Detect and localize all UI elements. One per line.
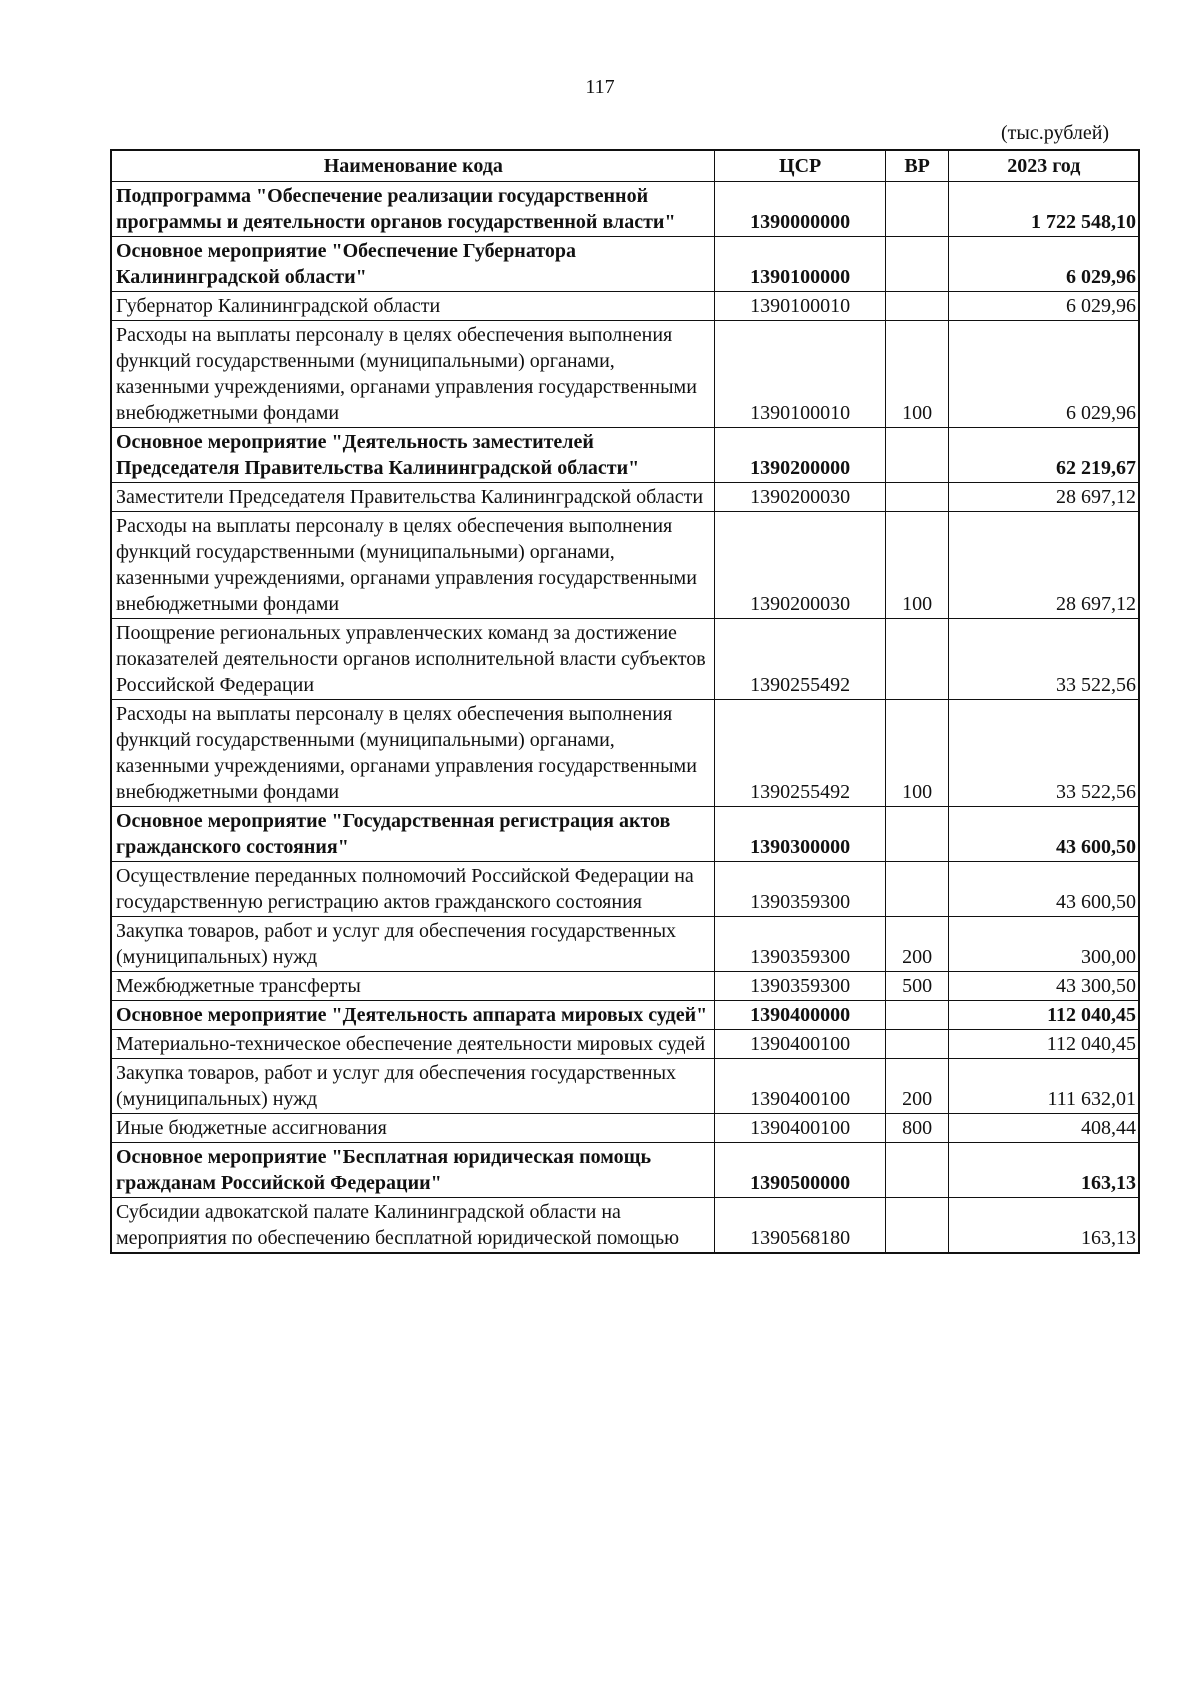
- row-csr-cell: 1390359300: [714, 862, 885, 917]
- page-number: 117: [585, 76, 615, 98]
- row-amount-cell: 163,13: [948, 1143, 1139, 1198]
- row-name-cell: Субсидии адвокатской палате Калининградской области на мероприятия по обеспечению бесплатной юридической помощью: [111, 1198, 714, 1254]
- table-row-section: [111, 1143, 1139, 1198]
- row-vr-cell: 200: [885, 1059, 948, 1114]
- row-name-cell: Расходы на выплаты персоналу в целях обеспечения выполнения функций государственными (муниципальными) органами, казенными учреждениями, органами управления государственными внебюджетными фондами: [111, 700, 714, 807]
- header-name: Наименование кода: [111, 150, 714, 182]
- row-vr-cell: [885, 1001, 948, 1030]
- table-row-section: [111, 182, 1139, 237]
- table-row: [111, 1198, 1139, 1254]
- row-amount-cell: 6 029,96: [948, 321, 1139, 428]
- row-csr-cell: 1390400000: [714, 1001, 885, 1030]
- table-row: [111, 862, 1139, 917]
- row-amount-cell: 6 029,96: [948, 292, 1139, 321]
- row-amount-cell: 28 697,12: [948, 483, 1139, 512]
- row-csr-cell: 1390300000: [714, 807, 885, 862]
- row-amount-cell: 163,13: [948, 1198, 1139, 1254]
- row-name-cell: Расходы на выплаты персоналу в целях обеспечения выполнения функций государственными (муниципальными) органами, казенными учреждениями, органами управления государственными внебюджетными фондами: [111, 512, 714, 619]
- row-amount-cell: 33 522,56: [948, 619, 1139, 700]
- row-vr-cell: 800: [885, 1114, 948, 1143]
- header-year: 2023 год: [948, 150, 1139, 182]
- budget-table: [110, 149, 1140, 1254]
- table-row: [111, 1030, 1139, 1059]
- row-name-cell: Закупка товаров, работ и услуг для обеспечения государственных (муниципальных) нужд: [111, 917, 714, 972]
- row-csr-cell: 1390200030: [714, 483, 885, 512]
- table-row-section: [111, 237, 1139, 292]
- table-row-section: [111, 1001, 1139, 1030]
- row-name-cell: Материально-техническое обеспечение деятельности мировых судей: [111, 1030, 714, 1059]
- row-name-cell: Губернатор Калининградской области: [111, 292, 714, 321]
- row-csr-cell: 1390100010: [714, 292, 885, 321]
- table-row: [111, 917, 1139, 972]
- row-vr-cell: [885, 862, 948, 917]
- row-name-cell: Основное мероприятие "Деятельность заместителей Председателя Правительства Калининградской области": [111, 428, 714, 483]
- row-csr-cell: 1390200000: [714, 428, 885, 483]
- row-vr-cell: [885, 237, 948, 292]
- row-vr-cell: 100: [885, 321, 948, 428]
- row-amount-cell: 43 600,50: [948, 807, 1139, 862]
- row-vr-cell: 100: [885, 512, 948, 619]
- row-vr-cell: [885, 619, 948, 700]
- table-row-section: [111, 428, 1139, 483]
- row-amount-cell: 28 697,12: [948, 512, 1139, 619]
- row-vr-cell: [885, 1198, 948, 1254]
- row-amount-cell: 112 040,45: [948, 1001, 1139, 1030]
- row-csr-cell: 1390255492: [714, 700, 885, 807]
- table-row-section: [111, 807, 1139, 862]
- table-body: [111, 182, 1139, 1254]
- row-vr-cell: [885, 483, 948, 512]
- row-csr-cell: 1390255492: [714, 619, 885, 700]
- row-vr-cell: [885, 428, 948, 483]
- table-row: [111, 1059, 1139, 1114]
- row-csr-cell: 1390100000: [714, 237, 885, 292]
- row-vr-cell: 200: [885, 917, 948, 972]
- row-csr-cell: 1390400100: [714, 1030, 885, 1059]
- row-name-cell: Иные бюджетные ассигнования: [111, 1114, 714, 1143]
- row-amount-cell: 112 040,45: [948, 1030, 1139, 1059]
- row-name-cell: Основное мероприятие "Обеспечение Губернатора Калининградской области": [111, 237, 714, 292]
- row-vr-cell: [885, 1143, 948, 1198]
- row-name-cell: Расходы на выплаты персоналу в целях обеспечения выполнения функций государственными (муниципальными) органами, казенными учреждениями, органами управления государственными внебюджетными фондами: [111, 321, 714, 428]
- row-amount-cell: 111 632,01: [948, 1059, 1139, 1114]
- row-amount-cell: 62 219,67: [948, 428, 1139, 483]
- table-row: [111, 483, 1139, 512]
- table-row: [111, 700, 1139, 807]
- row-vr-cell: 500: [885, 972, 948, 1001]
- row-csr-cell: 1390359300: [714, 917, 885, 972]
- row-name-cell: Поощрение региональных управленческих команд за достижение показателей деятельности органов исполнительной власти субъектов Российской Федерации: [111, 619, 714, 700]
- row-amount-cell: 1 722 548,10: [948, 182, 1139, 237]
- header-row: [111, 150, 1139, 182]
- row-name-cell: Основное мероприятие "Деятельность аппарата мировых судей": [111, 1001, 714, 1030]
- row-csr-cell: 1390568180: [714, 1198, 885, 1254]
- row-csr-cell: 1390400100: [714, 1059, 885, 1114]
- row-name-cell: Основное мероприятие "Бесплатная юридическая помощь гражданам Российской Федерации": [111, 1143, 714, 1198]
- row-vr-cell: 100: [885, 700, 948, 807]
- unit-note: (тыс.рублей): [1001, 122, 1110, 144]
- row-amount-cell: 6 029,96: [948, 237, 1139, 292]
- row-name-cell: Межбюджетные трансферты: [111, 972, 714, 1001]
- row-csr-cell: 1390359300: [714, 972, 885, 1001]
- row-csr-cell: 1390100010: [714, 321, 885, 428]
- row-csr-cell: 1390000000: [714, 182, 885, 237]
- row-amount-cell: 408,44: [948, 1114, 1139, 1143]
- row-name-cell: Заместители Председателя Правительства Калининградской области: [111, 483, 714, 512]
- header-vr: ВР: [885, 150, 948, 182]
- row-name-cell: Подпрограмма "Обеспечение реализации государственной программы и деятельности органов государственной власти": [111, 182, 714, 237]
- table-row: [111, 321, 1139, 428]
- row-csr-cell: 1390400100: [714, 1114, 885, 1143]
- row-name-cell: Закупка товаров, работ и услуг для обеспечения государственных (муниципальных) нужд: [111, 1059, 714, 1114]
- row-name-cell: Осуществление переданных полномочий Российской Федерации на государственную регистрацию актов гражданского состояния: [111, 862, 714, 917]
- table-header: [111, 150, 1139, 182]
- row-vr-cell: [885, 1030, 948, 1059]
- row-csr-cell: 1390200030: [714, 512, 885, 619]
- row-amount-cell: 43 300,50: [948, 972, 1139, 1001]
- table-row: [111, 292, 1139, 321]
- row-vr-cell: [885, 807, 948, 862]
- table-row: [111, 512, 1139, 619]
- row-csr-cell: 1390500000: [714, 1143, 885, 1198]
- row-name-cell: Основное мероприятие "Государственная регистрация актов гражданского состояния": [111, 807, 714, 862]
- table-row: [111, 972, 1139, 1001]
- row-vr-cell: [885, 292, 948, 321]
- row-vr-cell: [885, 182, 948, 237]
- row-amount-cell: 33 522,56: [948, 700, 1139, 807]
- table-row: [111, 619, 1139, 700]
- row-amount-cell: 43 600,50: [948, 862, 1139, 917]
- row-amount-cell: 300,00: [948, 917, 1139, 972]
- header-csr: ЦСР: [714, 150, 885, 182]
- table-row: [111, 1114, 1139, 1143]
